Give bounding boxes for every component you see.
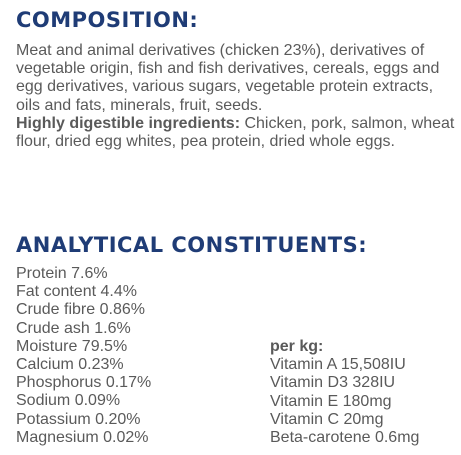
constituents-list: [16, 265, 151, 447]
constituent-item: Fat content 4.4%: [16, 283, 137, 301]
per-kg-label: per kg:: [270, 338, 324, 355]
vitamin-item: Vitamin D3 328IU: [270, 374, 396, 392]
vitamin-item: Vitamin E 180mg: [270, 392, 392, 410]
constituent-item: Crude ash 1.6%: [16, 319, 131, 337]
constituent-item: Calcium 0.23%: [16, 356, 124, 374]
per-kg-list: [270, 338, 419, 447]
digestible-ingredients-label: Highly digestible ingredients:: [16, 114, 241, 132]
constituent-item: Protein 7.6%: [16, 265, 108, 282]
composition-text: Meat and animal derivatives (chicken 23%), derivatives of vegetable origin, fish and fish derivatives, cereals, eggs and egg derivatives, various sugars, vegetable protein extracts, oils and fats, minerals, fruit, seeds.: [16, 42, 440, 114]
constituent-item: Magnesium 0.02%: [16, 428, 149, 446]
constituent-item: Potassium 0.20%: [16, 410, 141, 428]
constituent-item: Moisture 79.5%: [16, 337, 128, 355]
vitamin-item: Vitamin C 20mg: [270, 410, 384, 428]
digestible-ingredients: [16, 115, 456, 151]
composition-section: [16, 42, 456, 151]
composition-heading: COMPOSITION:: [16, 8, 199, 32]
constituent-item: Phosphorus 0.17%: [16, 374, 152, 392]
digestible-ingredients-text: Chicken, pork, salmon, wheat flour, dried egg whites, pea protein, dried whole eggs.: [16, 114, 455, 151]
analytical-constituents-heading: ANALYTICAL CONSTITUENTS:: [16, 233, 368, 257]
constituent-item: Sodium 0.09%: [16, 392, 121, 410]
vitamin-item: Vitamin A 15,508IU: [270, 356, 406, 374]
vitamin-item: Beta-carotene 0.6mg: [270, 429, 420, 447]
constituent-item: Crude fibre 0.86%: [16, 301, 145, 319]
